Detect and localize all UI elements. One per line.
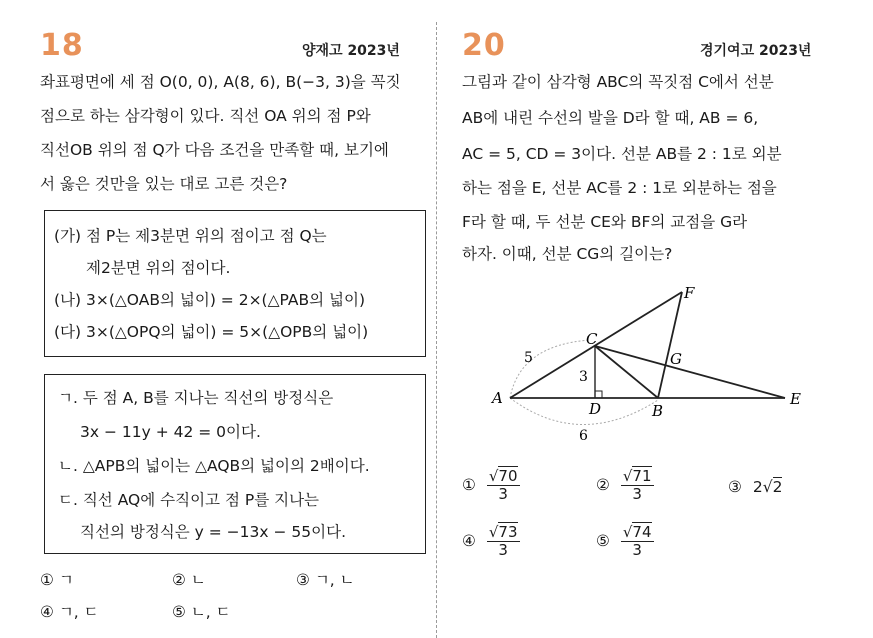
question-line: 좌표평면에 세 점 O(0, 0), A(8, 6), B(−3, 3)을 꼭짓 [40,73,401,91]
source-label-right: 경기여고 2023년 [700,43,812,59]
choice-mark: ⑤ [596,532,610,550]
choice-1[interactable] [462,468,520,503]
label-length-cd: 3 [579,369,588,385]
question-line: 점으로 하는 삼각형이 있다. 직선 OA 위의 점 P와 [40,107,371,125]
question-line: AB에 내린 수선의 발을 D라 할 때, AB = 6, [462,109,759,127]
choice-3[interactable]: ③ 2√2 [728,478,783,496]
choice-5[interactable] [596,524,654,559]
label-g: G [670,350,682,368]
problem-number-18: 18 [40,28,84,63]
bogi-item-giyeok-cont: 3x − 11y + 42 = 0이다. [80,423,261,441]
question-line: 하는 점을 E, 선분 AC를 2 : 1로 외분하는 점을 [462,179,777,197]
denominator: 3 [632,541,642,559]
arc-ac [510,340,590,398]
bogi-item-nieun: ㄴ. △APB의 넓이는 △AQB의 넓이의 2배이다. [58,457,370,475]
label-a: A [492,389,503,407]
label-e: E [790,390,801,408]
arc-ab [510,398,658,425]
question-line: AC = 5, CD = 3이다. 선분 AB를 2 : 1로 외분 [462,145,782,163]
bogi-item-digeut-cont: 직선의 방정식은 y = −13x − 55이다. [80,523,347,541]
choice-2[interactable] [596,468,654,503]
radicand: 71 [632,467,652,485]
condition-ga-cont: 제2분면 위의 점이다. [86,259,231,277]
fraction: $\frac{√74}{3}$ [622,523,652,559]
label-f: F [684,284,695,302]
fraction: $\frac{√73}{3}$ [488,523,518,559]
choice-5[interactable]: ⑤ ㄴ, ㄷ [172,603,231,621]
segment-bf [658,292,682,398]
bogi-item-digeut: ㄷ. 직선 AQ에 수직이고 점 P를 지나는 [58,491,320,509]
bogi-item-giyeok: ㄱ. 두 점 A, B를 지나는 직선의 방정식은 [58,389,334,407]
label-length-ab: 6 [579,428,588,444]
choice-2[interactable]: ② ㄴ [172,571,206,589]
fraction: $\frac{√70}{3}$ [488,467,518,503]
denominator: 3 [498,485,508,503]
triangle-figure [480,280,810,450]
coefficient: 2 [752,478,763,496]
choice-mark: ① [462,476,476,494]
choice-mark: ③ [728,478,742,496]
choice-3[interactable]: ③ ㄱ, ㄴ [296,571,355,589]
radicand: 74 [632,523,652,541]
problem-number-20: 20 [462,28,506,63]
question-line: 그림과 같이 삼각형 ABC의 꼭짓점 C에서 선분 [462,73,774,91]
question-line: 하자. 이때, 선분 CG의 길이는? [462,245,673,263]
source-label-left: 양재고 2023년 [302,43,400,59]
label-d: D [589,400,602,418]
label-c: C [586,330,598,348]
radicand: 73 [498,523,518,541]
denominator: 3 [498,541,508,559]
choice-mark: ④ [462,532,476,550]
label-b: B [652,402,664,420]
label-length-ac: 5 [524,350,533,366]
condition-da: (다) 3×(△OPQ의 넓이) = 5×(△OPB의 넓이) [54,323,369,341]
question-line: 서 옳은 것만을 있는 대로 고른 것은? [40,175,288,193]
choice-mark: ② [596,476,610,494]
choice-1[interactable]: ① ㄱ [40,571,74,589]
question-line: F라 할 때, 두 선분 CE와 BF의 교점을 G라 [462,213,748,231]
radicand: 70 [498,467,518,485]
question-line: 직선OB 위의 점 Q가 다음 조건을 만족할 때, 보기에 [40,141,389,159]
fraction: $\frac{√71}{3}$ [622,467,652,503]
condition-na: (나) 3×(△OAB의 넓이) = 2×(△PAB의 넓이) [54,291,366,309]
column-divider [436,22,437,638]
condition-ga: (가) 점 P는 제3분면 위의 점이고 점 Q는 [54,227,327,245]
choice-4[interactable] [462,524,520,559]
denominator: 3 [632,485,642,503]
right-angle-mark [595,391,602,398]
segment-ce [595,346,785,398]
choice-4[interactable]: ④ ㄱ, ㄷ [40,603,99,621]
radicand: 2 [772,478,783,496]
